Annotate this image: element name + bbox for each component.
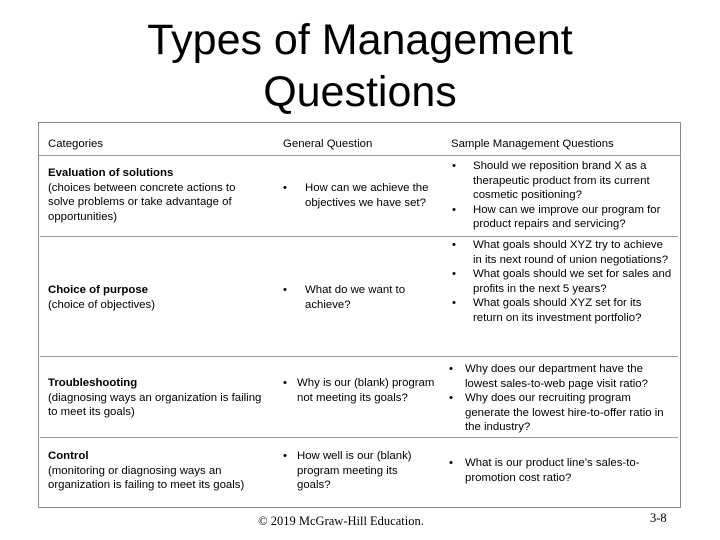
bullet-icon: • bbox=[283, 377, 287, 389]
general-question-text: Why is our (blank) program not meeting its goals? bbox=[297, 377, 435, 404]
table-row-choice-samples bbox=[452, 238, 674, 326]
table-row-control-general bbox=[283, 449, 433, 493]
row-divider bbox=[40, 437, 678, 438]
header-divider bbox=[38, 155, 681, 156]
sample-question-item bbox=[449, 456, 674, 485]
row-divider bbox=[40, 356, 678, 357]
category-description: (diagnosing ways an organization is failing to meet its goals) bbox=[48, 391, 262, 419]
general-question-text: What do we want to achieve? bbox=[305, 284, 406, 311]
sample-question-text: Why does our recruiting program generate the lowest hire-to-offer ratio in the industry? bbox=[465, 392, 664, 434]
table-row-control-category bbox=[48, 449, 268, 493]
bullet-icon: • bbox=[449, 457, 453, 469]
sample-question-text: Why does our department have the lowest sales-to-web page visit ratio? bbox=[465, 363, 648, 390]
bullet-icon: • bbox=[452, 239, 456, 251]
bullet-icon: • bbox=[283, 284, 287, 296]
category-title: Troubleshooting bbox=[48, 377, 138, 389]
sample-question-text: What is our product line’s sales-to-promotion cost ratio? bbox=[465, 457, 640, 484]
sample-question-item bbox=[452, 203, 674, 232]
table-row-troubleshooting-samples bbox=[449, 362, 674, 435]
table-row-control-samples bbox=[449, 456, 674, 485]
header-categories: Categories bbox=[48, 138, 104, 150]
sample-question-text: What goals should XYZ try to achieve in its next round of union negotiations? bbox=[473, 239, 669, 266]
sample-question-text: Should we reposition brand X as a therapeutic product from its current cosmetic positioning? bbox=[473, 160, 650, 202]
bullet-icon: • bbox=[449, 392, 453, 405]
sample-question-item bbox=[449, 362, 674, 391]
copyright-footer: © 2019 McGraw-Hill Education. bbox=[258, 514, 424, 528]
category-title: Choice of purpose bbox=[48, 284, 148, 296]
table-row-choice-category bbox=[48, 283, 263, 312]
bullet-icon: • bbox=[452, 160, 456, 172]
category-title: Control bbox=[48, 450, 89, 462]
table-row-evaluation-category bbox=[48, 166, 263, 224]
sample-question-text: What goals should we set for sales and profits in the next 5 years? bbox=[473, 268, 672, 295]
sample-question-text: How can we improve our program for product repairs and servicing? bbox=[473, 203, 661, 231]
bullet-icon: • bbox=[449, 363, 453, 375]
category-title: Evaluation of solutions bbox=[48, 167, 174, 179]
table-row-troubleshooting-general bbox=[283, 376, 438, 405]
bullet-icon: • bbox=[452, 297, 456, 310]
header-sample-questions: Sample Management Questions bbox=[451, 138, 614, 150]
row-divider bbox=[40, 236, 678, 237]
category-description: (choices between concrete actions to solve problems or take advantage of opportunities) bbox=[48, 181, 236, 223]
table-row-troubleshooting-category bbox=[48, 376, 263, 420]
slide-title bbox=[0, 14, 720, 118]
bullet-icon: • bbox=[452, 203, 456, 216]
bullet-icon: • bbox=[283, 182, 287, 194]
header-general-question: General Question bbox=[283, 138, 373, 150]
sample-question-item bbox=[452, 296, 674, 325]
sample-question-item bbox=[449, 391, 674, 435]
general-question-text: How can we achieve the objectives we have set? bbox=[305, 182, 429, 209]
table-row-evaluation-general bbox=[283, 181, 443, 210]
table-row-evaluation-samples bbox=[452, 159, 674, 232]
sample-question-text: What goals should XYZ set for its return on its investment portfolio? bbox=[473, 297, 642, 324]
table-row-choice-general bbox=[283, 283, 443, 312]
bullet-icon: • bbox=[283, 450, 287, 462]
sample-question-item bbox=[452, 267, 674, 296]
bullet-icon: • bbox=[452, 268, 456, 281]
general-question-text: How well is our (blank) program meeting its goals? bbox=[297, 450, 412, 492]
category-description: (monitoring or diagnosing ways an organization is failing to meet its goals) bbox=[48, 464, 245, 492]
slide-title-line-2: Questions bbox=[263, 68, 457, 116]
page-number: 3-8 bbox=[650, 511, 667, 525]
slide-title-line-1: Types of Management bbox=[147, 16, 573, 64]
sample-question-item bbox=[452, 159, 674, 203]
category-description: (choice of objectives) bbox=[48, 298, 155, 311]
sample-question-item bbox=[452, 238, 674, 267]
